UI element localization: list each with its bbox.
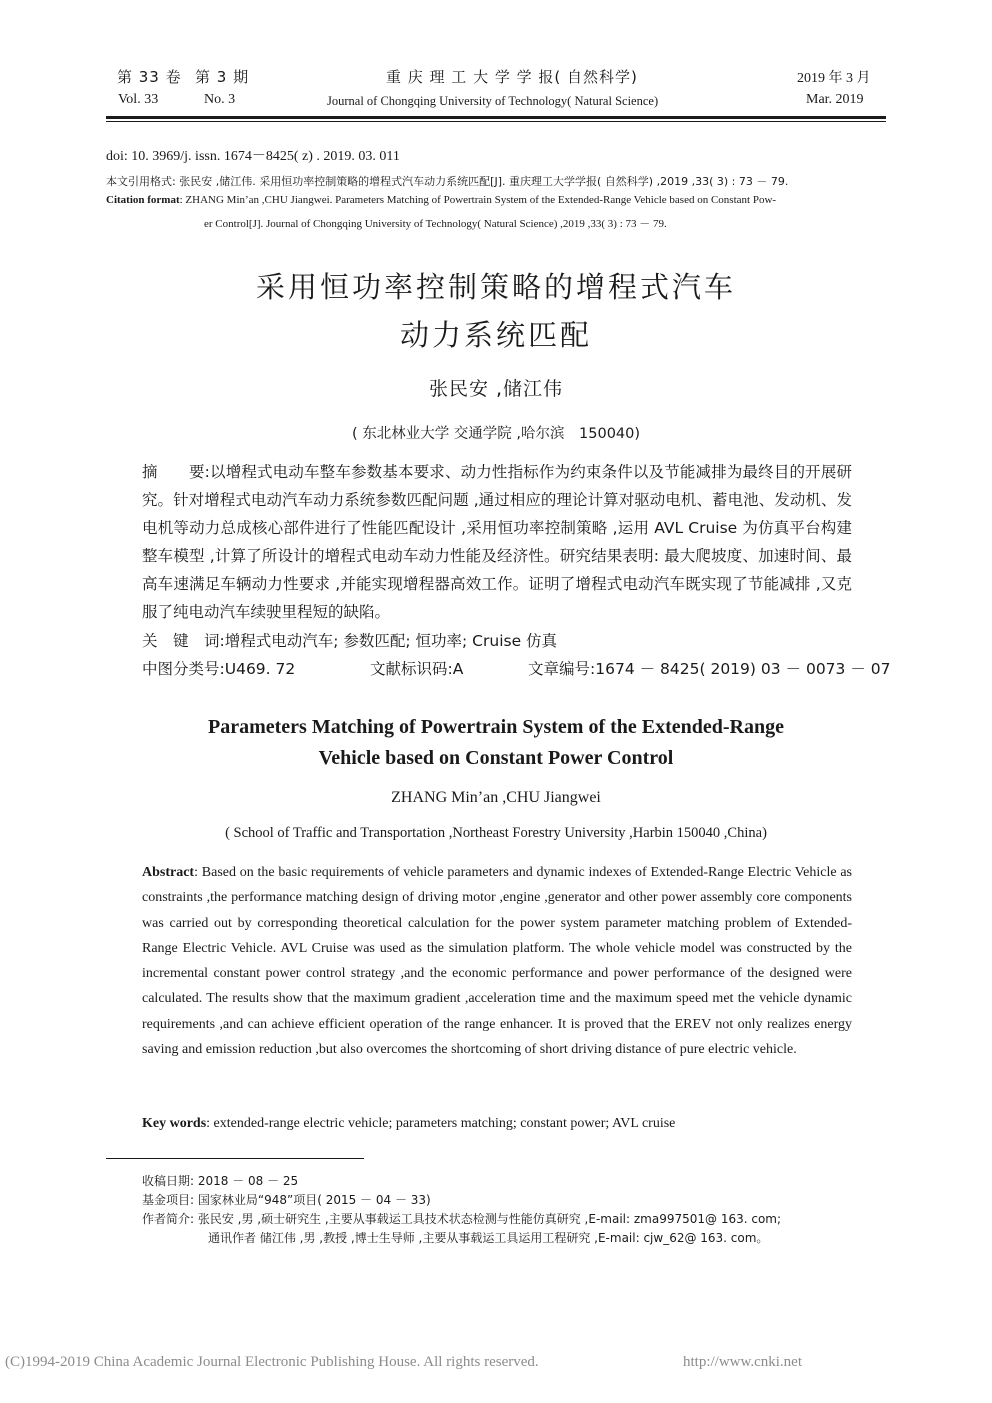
footnote-bio-author: 作者简介: 张民安 ,男 ,硕士研究生 ,主要从事载运工具技术状态检测与性能仿真研究 ,E-mail: zma997501@ 163. com; [142, 1212, 782, 1226]
keywords-cn [142, 629, 557, 651]
keywords-en [142, 1116, 675, 1132]
article-number [528, 657, 890, 679]
abstract-cn [142, 458, 852, 626]
copyright-notice: (C)1994-2019 China Academic Journal Electronic Publishing House. All rights reserved. [5, 1354, 539, 1370]
document-code-label: 文献标识码: [370, 660, 453, 678]
volume-en: Vol. 33 [118, 92, 159, 107]
title-en-line1: Parameters Matching of Powertrain System of the Extended-Range [208, 716, 784, 738]
journal-title-en: Journal of Chongqing University of Technology( Natural Science) [327, 94, 659, 108]
authors-cn: 张民安 ,储江伟 [428, 378, 564, 400]
abstract-cn-label: 摘 要: [142, 463, 210, 481]
keywords-cn-label: 关 键 词: [142, 632, 225, 650]
abstract-en [142, 860, 852, 1062]
header-rule-thick [106, 116, 886, 119]
clc-number [142, 657, 295, 679]
affiliation-cn: ( 东北林业大学 交通学院 ,哈尔滨 150040) [351, 426, 641, 442]
issue-en: No. 3 [204, 92, 236, 107]
clc-value: U469. 72 [224, 660, 296, 678]
clc-label: 中图分类号: [142, 660, 225, 678]
date-en: Mar. 2019 [806, 92, 864, 107]
abstract-cn-text: 以增程式电动车整车参数基本要求、动力性指标作为约束条件以及节能减排为最终目的开展研究。针对增程式电动汽车动力系统参数匹配问题 ,通过相应的理论计算对驱动电机、蓄电池、发动机、发电机等动力总成核心部件进行了性能匹配设计 ,采用恒功率控制策略 ,运用 AVL Cruise 为仿真平台构建整车模型 ,计算了所设计的增程式电动车动力性能及经济性。研究结果表明: 最大爬坡度、加速时间、最高车速满足车辆动力性要求 ,并能实现增程器高效工作。证明了增程式电动汽车既实现了节能减排 ,又克服了纯电动汽车续驶里程短的缺陷。 [142, 463, 852, 621]
keywords-en-text: : extended-range electric vehicle; parameters matching; constant power; AVL cruise [206, 1116, 676, 1131]
footnote-bio-corresponding: 通讯作者 储江伟 ,男 ,教授 ,博士生导师 ,主要从事载运工具运用工程研究 ,E-mail: cjw_62@ 163. com。 [208, 1231, 769, 1245]
volume-cn: 第 33 卷 [117, 68, 182, 86]
journal-title-cn: 重 庆 理 工 大 学 学 报( 自然科学) [386, 68, 638, 86]
footnote-fund: 基金项目: 国家林业局“948”项目( 2015 － 04 － 33) [142, 1193, 431, 1207]
title-cn-line1: 采用恒功率控制策略的增程式汽车 [255, 270, 736, 304]
footnote-received: 收稿日期: 2018 － 08 － 25 [142, 1174, 299, 1188]
citation-en-line2: er Control[J]. Journal of Chongqing University of Technology( Natural Science) ,2019 ,33( 3) : 73 － 79. [204, 218, 667, 230]
document-code-value: A [452, 660, 464, 678]
title-cn-line2: 动力系统匹配 [399, 318, 592, 352]
title-en-line2: Vehicle based on Constant Power Control [318, 747, 674, 769]
article-number-label: 文章编号: [528, 660, 596, 678]
authors-en: ZHANG Min’an ,CHU Jiangwei [391, 789, 601, 806]
cnki-website-link[interactable]: http://www.cnki.net [683, 1354, 803, 1370]
header-rule-thin [106, 121, 886, 122]
footnote-rule [106, 1158, 364, 1159]
citation-en-label: Citation format [106, 194, 180, 206]
issue-cn: 第 3 期 [195, 68, 250, 86]
article-number-value: 1674 － 8425( 2019) 03 － 0073 － 07 [595, 660, 891, 678]
document-code [370, 657, 463, 679]
keywords-en-label: Key words [142, 1116, 207, 1131]
affiliation-en: ( School of Traffic and Transportation ,Northeast Forestry University ,Harbin 150040 ,China) [225, 825, 767, 841]
doi: doi: 10. 3969/j. issn. 1674－8425( z) . 2019. 03. 011 [106, 149, 400, 164]
citation-cn: 本文引用格式: 张民安 ,储江伟. 采用恒功率控制策略的增程式汽车动力系统匹配[J]. 重庆理工大学学报( 自然科学) ,2019 ,33( 3) : 73 － 79. [106, 175, 789, 188]
abstract-en-label: Abstract [142, 865, 195, 880]
citation-en-line1 [106, 194, 776, 206]
keywords-cn-text: 增程式电动汽车; 参数匹配; 恒功率; Cruise 仿真 [224, 632, 558, 650]
citation-en-text: : ZHANG Min’an ,CHU Jiangwei. Parameters Matching of Powertrain System of the Extended-Range Vehicle based on Constant Pow- [179, 194, 777, 206]
abstract-en-text: : Based on the basic requirements of vehicle parameters and dynamic indexes of Extended-Range Electric Vehicle as constraints ,the performance matching design of driving motor ,engine ,generator and other power assembly core components was carried out by corresponding theoretical calculation for the power system parameter matching problem of Extended-Range Electric Vehicle. AVL Cruise was used as the simulation platform. The whole vehicle model was constructed by the incremental constant power control strategy ,and the economic performance and power performance of the designed were calculated. The results show that the maximum gradient ,acceleration time and the maximum speed met the vehicle dynamic requirements ,and can achieve efficient operation of the range enhancer. It is proved that the EREV not only realizes energy saving and emission reduction ,but also overcomes the shortcoming of short driving distance of pure electric vehicle. [142, 865, 852, 1058]
date-cn: 2019 年 3 月 [797, 71, 871, 86]
